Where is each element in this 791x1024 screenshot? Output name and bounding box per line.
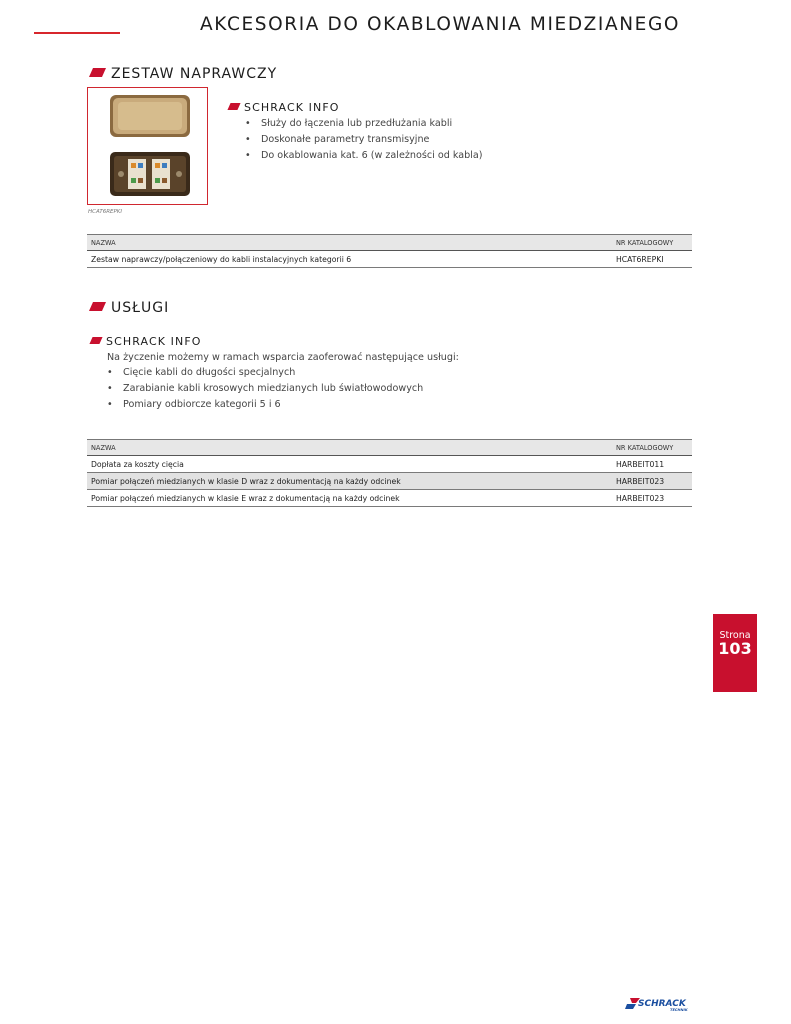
section-flag-icon [89, 302, 106, 311]
repair-kit-catalog-table [87, 234, 692, 268]
table-row [87, 456, 692, 473]
services-catalog-table [87, 439, 692, 507]
table-header-row [87, 440, 692, 456]
cell-catalog-number: HARBEIT011 [612, 456, 692, 473]
wire-terminal [131, 178, 136, 183]
cell-catalog-number: HARBEIT023 [612, 490, 692, 507]
screw [176, 171, 182, 177]
connector-right [152, 159, 170, 189]
services-bullet-list [107, 365, 423, 414]
wire-terminal [138, 178, 143, 183]
logo-mark-shape [625, 1004, 636, 1009]
section-flag-icon [89, 68, 106, 77]
wire-terminal [162, 163, 167, 168]
column-header-name: NAZWA [87, 440, 612, 456]
table-row [87, 251, 692, 268]
screw [118, 171, 124, 177]
column-header-catalog-number: NR KATALOGOWY [612, 440, 692, 456]
repair-kit-product-illustration [88, 88, 206, 203]
repair-kit-bullet-list [245, 116, 483, 165]
services-intro-text: Na życzenie możemy w ramach wsparcia zaoferować następujące usługi: [107, 352, 459, 363]
list-item: • Zarabianie kabli krosowych miedzianych lub światłowodowych [107, 381, 423, 397]
section-heading-services [91, 300, 169, 316]
subheading-text: SCHRACK INFO [106, 335, 202, 348]
cell-name: Pomiar połączeń miedzianych w klasie D wraz z dokumentacją na każdy odcinek [87, 473, 612, 490]
subheading-text: SCHRACK INFO [244, 101, 340, 114]
page-number: 103 [718, 639, 752, 658]
page-tab-label: Strona [719, 630, 751, 641]
list-item: • Pomiary odbiorcze kategorii 5 i 6 [107, 397, 423, 413]
subheading-schrack-info [229, 101, 340, 114]
list-item: • Cięcie kabli do długości specjalnych [107, 365, 423, 381]
section-heading-text: ZESTAW NAPRAWCZY [111, 66, 278, 82]
wire-terminal [131, 163, 136, 168]
product-image-frame [87, 87, 208, 205]
wire-terminal [155, 178, 160, 183]
section-heading-repair-kit [91, 66, 277, 82]
list-item: • Do okablowania kat. 6 (w zależności od kabla) [245, 148, 483, 164]
column-header-catalog-number: NR KATALOGOWY [612, 235, 692, 251]
wire-terminal [155, 163, 160, 168]
connector-left [128, 159, 146, 189]
cell-name: Pomiar połączeń miedzianych w klasie E wraz z dokumentacją na każdy odcinek [87, 490, 612, 507]
subheading-flag-icon [227, 103, 240, 110]
page-title: AKCESORIA DO OKABLOWANIA MIEDZIANEGO [200, 14, 681, 35]
closed-housing-face [118, 102, 182, 130]
table-row [87, 473, 692, 490]
subheading-flag-icon [89, 337, 102, 344]
page-number-tab [713, 614, 757, 692]
cell-catalog-number: HARBEIT023 [612, 473, 692, 490]
table-row [87, 490, 692, 507]
wire-terminal [138, 163, 143, 168]
open-housing-inner [114, 156, 186, 192]
section-heading-text: USŁUGI [111, 300, 170, 316]
wire-terminal [162, 178, 167, 183]
logo-text: SCHRACK [638, 999, 686, 1009]
schrack-technik-logo [624, 996, 694, 1012]
table-header-row [87, 235, 692, 251]
logo-subtext: TECHNIK [670, 1008, 688, 1012]
subheading-schrack-info [91, 335, 202, 348]
image-caption: HCAT6REPKI [88, 209, 123, 215]
cell-catalog-number: HCAT6REPKI [612, 251, 692, 268]
cell-name: Zestaw naprawczy/połączeniowy do kabli instalacyjnych kategorii 6 [87, 251, 612, 268]
list-item: • Służy do łączenia lub przedłużania kabli [245, 116, 483, 132]
cell-name: Dopłata za koszty cięcia [87, 456, 612, 473]
header-accent-rule [34, 32, 120, 34]
column-header-name: NAZWA [87, 235, 612, 251]
list-item: • Doskonałe parametry transmisyjne [245, 132, 483, 148]
